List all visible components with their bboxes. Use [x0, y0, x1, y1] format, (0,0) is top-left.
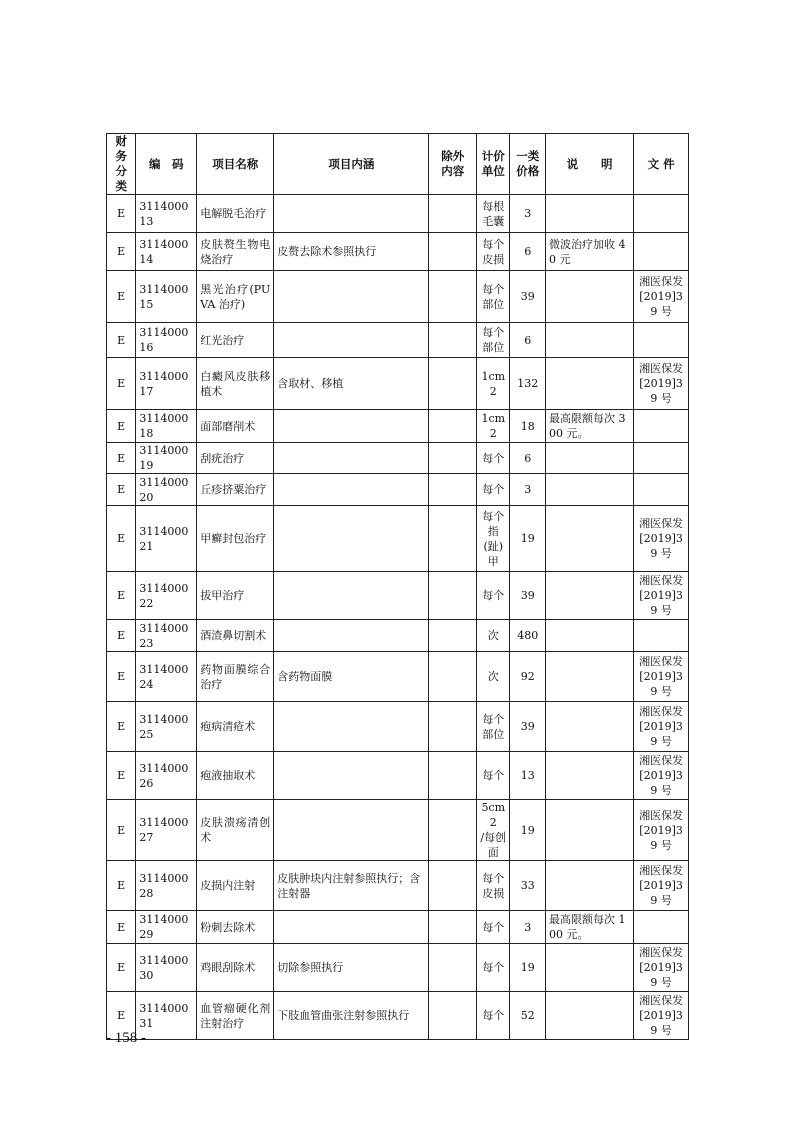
- unit-cell: 1cm2: [477, 410, 510, 443]
- note-cell: [545, 474, 633, 506]
- note-cell: [545, 195, 633, 233]
- doc-cell: 湘医保发[2019]39 号: [634, 271, 689, 323]
- note-cell: [545, 800, 633, 861]
- price-cell: 39: [510, 702, 545, 752]
- category-cell: E: [107, 992, 136, 1040]
- content-cell: [274, 620, 429, 652]
- code-cell: 311400019: [136, 443, 197, 474]
- code-cell: 311400030: [136, 944, 197, 992]
- category-cell: E: [107, 620, 136, 652]
- name-cell: 鸡眼刮除术: [197, 944, 274, 992]
- exclude-cell: [429, 474, 477, 506]
- price-cell: 13: [510, 752, 545, 800]
- table-row: [107, 702, 689, 752]
- category-cell: E: [107, 410, 136, 443]
- exclude-cell: [429, 572, 477, 620]
- header-doc: 文 件: [634, 134, 689, 195]
- doc-cell: [634, 620, 689, 652]
- note-cell: [545, 652, 633, 702]
- table-row: [107, 620, 689, 652]
- unit-cell: 每个: [477, 992, 510, 1040]
- category-cell: E: [107, 233, 136, 271]
- price-cell: 132: [510, 358, 545, 410]
- header-note: 说 明: [545, 134, 633, 195]
- header-unit: 计价 单位: [477, 134, 510, 195]
- exclude-cell: [429, 443, 477, 474]
- price-cell: 6: [510, 443, 545, 474]
- doc-cell: 湘医保发[2019]39 号: [634, 652, 689, 702]
- price-table: [106, 133, 689, 1040]
- header-content: 项目内涵: [274, 134, 429, 195]
- note-cell: [545, 506, 633, 572]
- price-cell: 6: [510, 323, 545, 358]
- table-row: [107, 195, 689, 233]
- exclude-cell: [429, 358, 477, 410]
- header-exclude: 除外 内容: [429, 134, 477, 195]
- price-cell: 33: [510, 861, 545, 911]
- code-cell: 311400028: [136, 861, 197, 911]
- content-cell: 切除参照执行: [274, 944, 429, 992]
- unit-cell: 每个: [477, 443, 510, 474]
- exclude-cell: [429, 410, 477, 443]
- doc-cell: [634, 443, 689, 474]
- table-row: [107, 944, 689, 992]
- code-cell: 311400024: [136, 652, 197, 702]
- unit-cell: 每个: [477, 572, 510, 620]
- content-cell: [274, 271, 429, 323]
- unit-cell: 次: [477, 652, 510, 702]
- price-cell: 3: [510, 911, 545, 944]
- doc-cell: 湘医保发[2019]39 号: [634, 572, 689, 620]
- note-cell: 最高限额每次 300 元。: [545, 410, 633, 443]
- header-row: [107, 134, 689, 195]
- code-cell: 311400016: [136, 323, 197, 358]
- code-cell: 311400025: [136, 702, 197, 752]
- page-number: - 158 -: [106, 1030, 146, 1046]
- table-row: [107, 233, 689, 271]
- name-cell: 血管瘤硬化剂注射治疗: [197, 992, 274, 1040]
- doc-cell: 湘医保发[2019]39 号: [634, 992, 689, 1040]
- exclude-cell: [429, 323, 477, 358]
- header-category: 财务 分类: [107, 134, 136, 195]
- price-cell: 3: [510, 195, 545, 233]
- unit-cell: 每根 毛囊: [477, 195, 510, 233]
- category-cell: E: [107, 572, 136, 620]
- content-cell: [274, 800, 429, 861]
- header-price: 一类 价格: [510, 134, 545, 195]
- price-cell: 19: [510, 506, 545, 572]
- table-row: [107, 652, 689, 702]
- name-cell: 粉刺去除术: [197, 911, 274, 944]
- name-cell: 酒渣鼻切割术: [197, 620, 274, 652]
- code-cell: 311400013: [136, 195, 197, 233]
- content-cell: 含取材、移植: [274, 358, 429, 410]
- header-name: 项目名称: [197, 134, 274, 195]
- note-cell: [545, 620, 633, 652]
- table-row: [107, 271, 689, 323]
- unit-cell: 5cm2 /每创 面: [477, 800, 510, 861]
- table-row: [107, 752, 689, 800]
- note-cell: [545, 358, 633, 410]
- note-cell: [545, 271, 633, 323]
- content-cell: 下肢血管曲张注射参照执行: [274, 992, 429, 1040]
- name-cell: 疱液抽取术: [197, 752, 274, 800]
- price-cell: 6: [510, 233, 545, 271]
- doc-cell: [634, 410, 689, 443]
- note-cell: [545, 443, 633, 474]
- note-cell: [545, 992, 633, 1040]
- doc-cell: 湘医保发[2019]39 号: [634, 944, 689, 992]
- name-cell: 药物面膜综合治疗: [197, 652, 274, 702]
- exclude-cell: [429, 911, 477, 944]
- name-cell: 刮疣治疗: [197, 443, 274, 474]
- content-cell: [274, 702, 429, 752]
- unit-cell: 次: [477, 620, 510, 652]
- category-cell: E: [107, 474, 136, 506]
- price-cell: 92: [510, 652, 545, 702]
- unit-cell: 每个 部位: [477, 702, 510, 752]
- doc-cell: 湘医保发[2019]39 号: [634, 358, 689, 410]
- category-cell: E: [107, 652, 136, 702]
- category-cell: E: [107, 506, 136, 572]
- unit-cell: 每个 部位: [477, 323, 510, 358]
- price-cell: 39: [510, 572, 545, 620]
- note-cell: [545, 861, 633, 911]
- code-cell: 311400029: [136, 911, 197, 944]
- name-cell: 白癜风皮肤移植术: [197, 358, 274, 410]
- table-row: [107, 323, 689, 358]
- doc-cell: [634, 323, 689, 358]
- name-cell: 拔甲治疗: [197, 572, 274, 620]
- note-cell: [545, 944, 633, 992]
- content-cell: [274, 911, 429, 944]
- price-cell: 19: [510, 944, 545, 992]
- table-row: [107, 410, 689, 443]
- code-cell: 311400014: [136, 233, 197, 271]
- content-cell: [274, 572, 429, 620]
- unit-cell: 每个 部位: [477, 271, 510, 323]
- exclude-cell: [429, 800, 477, 861]
- content-cell: [274, 506, 429, 572]
- doc-cell: 湘医保发[2019]39 号: [634, 800, 689, 861]
- note-cell: [545, 752, 633, 800]
- note-cell: [545, 323, 633, 358]
- category-cell: E: [107, 861, 136, 911]
- code-cell: 311400020: [136, 474, 197, 506]
- table-row: [107, 506, 689, 572]
- content-cell: [274, 752, 429, 800]
- price-cell: 3: [510, 474, 545, 506]
- doc-cell: 湘医保发[2019]39 号: [634, 861, 689, 911]
- table-row: [107, 572, 689, 620]
- exclude-cell: [429, 195, 477, 233]
- code-cell: 311400017: [136, 358, 197, 410]
- price-table-sheet: [106, 133, 689, 1040]
- name-cell: 皮损内注射: [197, 861, 274, 911]
- name-cell: 丘疹挤粟治疗: [197, 474, 274, 506]
- name-cell: 红光治疗: [197, 323, 274, 358]
- category-cell: E: [107, 800, 136, 861]
- exclude-cell: [429, 992, 477, 1040]
- exclude-cell: [429, 702, 477, 752]
- exclude-cell: [429, 506, 477, 572]
- unit-cell: 每个 皮损: [477, 233, 510, 271]
- exclude-cell: [429, 652, 477, 702]
- name-cell: 面部磨削术: [197, 410, 274, 443]
- code-cell: 311400018: [136, 410, 197, 443]
- note-cell: 最高限额每次 100 元。: [545, 911, 633, 944]
- note-cell: [545, 702, 633, 752]
- table-row: [107, 800, 689, 861]
- category-cell: E: [107, 911, 136, 944]
- content-cell: 皮赘去除术参照执行: [274, 233, 429, 271]
- name-cell: 疱病清疮术: [197, 702, 274, 752]
- category-cell: E: [107, 752, 136, 800]
- doc-cell: [634, 474, 689, 506]
- exclude-cell: [429, 271, 477, 323]
- name-cell: 甲癣封包治疗: [197, 506, 274, 572]
- doc-cell: 湘医保发[2019]39 号: [634, 702, 689, 752]
- category-cell: E: [107, 944, 136, 992]
- unit-cell: 每个: [477, 944, 510, 992]
- exclude-cell: [429, 861, 477, 911]
- code-cell: 311400022: [136, 572, 197, 620]
- code-cell: 311400026: [136, 752, 197, 800]
- category-cell: E: [107, 443, 136, 474]
- unit-cell: 每个 皮损: [477, 861, 510, 911]
- note-cell: [545, 572, 633, 620]
- table-row: [107, 474, 689, 506]
- code-cell: 311400021: [136, 506, 197, 572]
- table-row: [107, 443, 689, 474]
- content-cell: [274, 323, 429, 358]
- content-cell: [274, 410, 429, 443]
- unit-cell: 每个: [477, 752, 510, 800]
- content-cell: 含药物面膜: [274, 652, 429, 702]
- name-cell: 电解脱毛治疗: [197, 195, 274, 233]
- price-cell: 19: [510, 800, 545, 861]
- table-body: [107, 195, 689, 1040]
- doc-cell: [634, 233, 689, 271]
- category-cell: E: [107, 195, 136, 233]
- category-cell: E: [107, 271, 136, 323]
- content-cell: [274, 443, 429, 474]
- name-cell: 皮肤溃疡清创术: [197, 800, 274, 861]
- unit-cell: 每个: [477, 911, 510, 944]
- code-cell: 311400031: [136, 992, 197, 1040]
- content-cell: 皮肤肿块内注射参照执行；含注射器: [274, 861, 429, 911]
- code-cell: 311400027: [136, 800, 197, 861]
- exclude-cell: [429, 752, 477, 800]
- table-row: [107, 861, 689, 911]
- doc-cell: [634, 911, 689, 944]
- category-cell: E: [107, 358, 136, 410]
- table-row: [107, 911, 689, 944]
- price-cell: 39: [510, 271, 545, 323]
- name-cell: 黑光治疗(PUVA 治疗): [197, 271, 274, 323]
- price-cell: 52: [510, 992, 545, 1040]
- header-code: 编 码: [136, 134, 197, 195]
- price-cell: 480: [510, 620, 545, 652]
- unit-cell: 每个: [477, 474, 510, 506]
- exclude-cell: [429, 233, 477, 271]
- code-cell: 311400015: [136, 271, 197, 323]
- table-row: [107, 358, 689, 410]
- note-cell: 微波治疗加收 40 元: [545, 233, 633, 271]
- table-row: [107, 992, 689, 1040]
- unit-cell: 1cm2: [477, 358, 510, 410]
- code-cell: 311400023: [136, 620, 197, 652]
- price-cell: 18: [510, 410, 545, 443]
- name-cell: 皮肤赘生物电烧治疗: [197, 233, 274, 271]
- exclude-cell: [429, 620, 477, 652]
- doc-cell: [634, 195, 689, 233]
- unit-cell: 每个 指 (趾) 甲: [477, 506, 510, 572]
- category-cell: E: [107, 702, 136, 752]
- exclude-cell: [429, 944, 477, 992]
- content-cell: [274, 195, 429, 233]
- category-cell: E: [107, 323, 136, 358]
- content-cell: [274, 474, 429, 506]
- doc-cell: 湘医保发[2019]39 号: [634, 752, 689, 800]
- doc-cell: 湘医保发[2019]39 号: [634, 506, 689, 572]
